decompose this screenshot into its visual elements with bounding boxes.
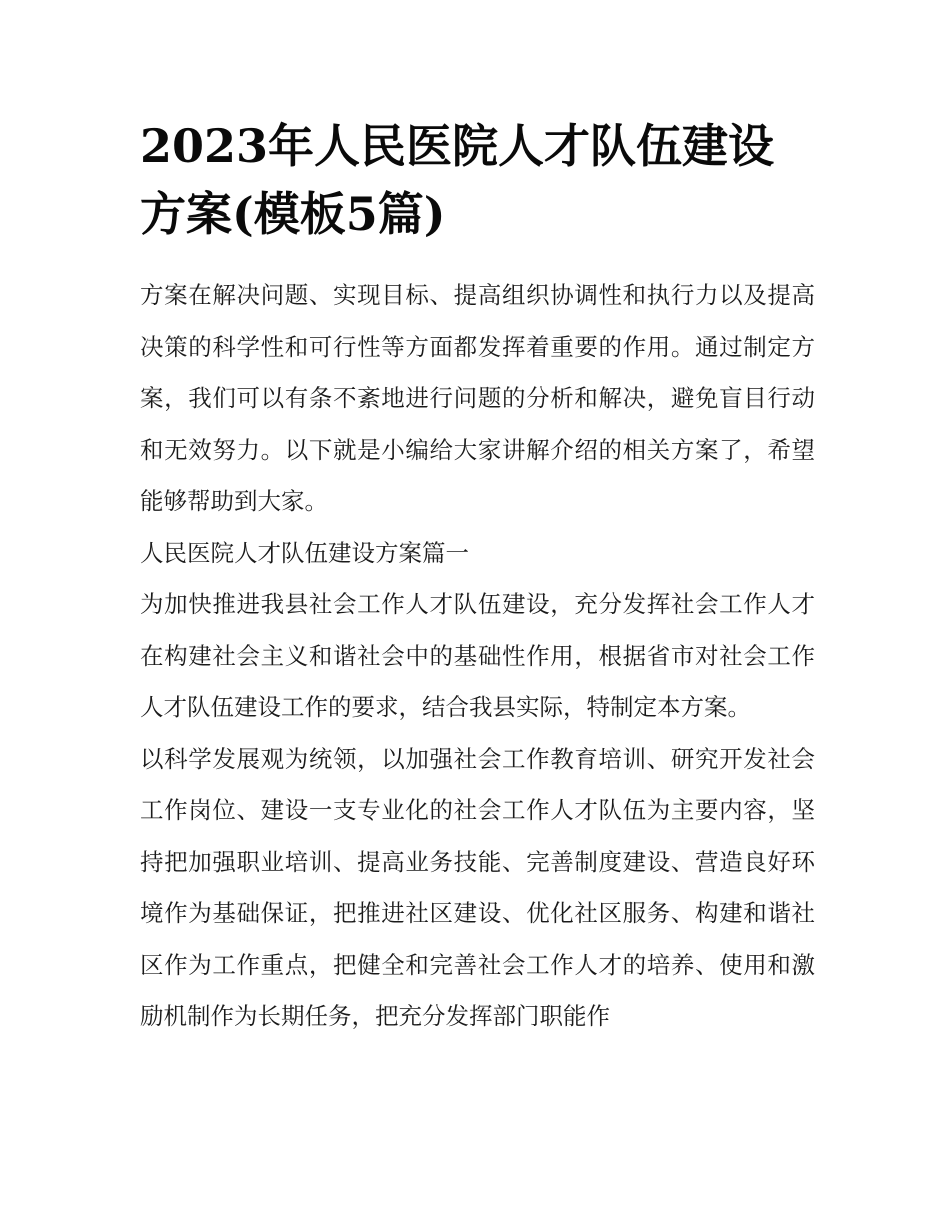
document-body bbox=[140, 270, 815, 1043]
section-heading-1: 人民医院人才队伍建设方案篇一 bbox=[140, 538, 469, 567]
body-paragraph-2: 以科学发展观为统领，以加强社会工作教育培训、研究开发社会工作岗位、建设一支专业化的社会工作人才队伍为主要内容，坚持把加强职业培训、提高业务技能、完善制度建设、营造良好环境作为基础保证，把推进社区建设、优化社区服务、构建和谐社区作为工作重点，把健全和完善社会工作人才的培养、使用和激励机制作为长期任务，把充分发挥部门职能作 bbox=[140, 744, 815, 1030]
body-paragraph-1: 为加快推进我县社会工作人才队伍建设，充分发挥社会工作人才在构建社会主义和谐社会中的基础性作用，根据省市对社会工作人才队伍建设工作的要求，结合我县实际，特制定本方案。 bbox=[140, 590, 815, 721]
document-title: 2023年人民医院人才队伍建设方案(模板5篇) bbox=[140, 119, 775, 241]
intro-paragraph: 方案在解决问题、实现目标、提高组织协调性和执行力以及提高决策的科学性和可行性等方面都发挥着重要的作用。通过制定方案，我们可以有条不紊地进行问题的分析和解决，避免盲目行动和无效努力。以下就是小编给大家讲解介绍的相关方案了，希望能够帮助到大家。 bbox=[140, 281, 815, 515]
document-page bbox=[140, 112, 815, 1043]
